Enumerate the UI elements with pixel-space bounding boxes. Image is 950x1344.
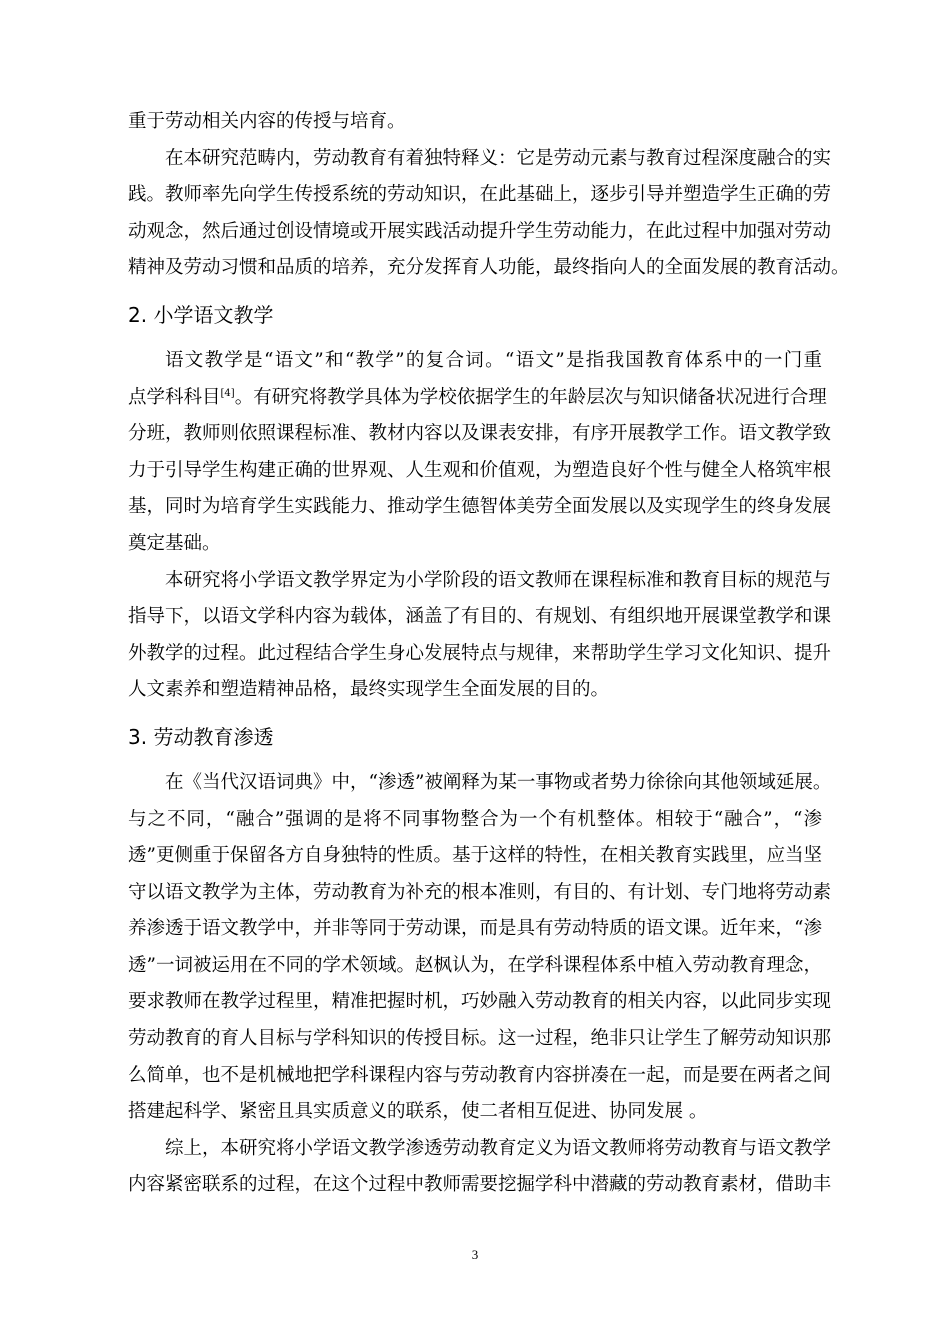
text-line: 透”更侧重于保留各方自身独特的性质。基于这样的特性，在相关教育实践里，应当坚 — [128, 845, 822, 867]
document-body — [128, 104, 850, 1204]
text-line: 么简单，也不是机械地把学科课程内容与劳动教育内容拼凑在一起，而是要在两者之间 — [128, 1064, 832, 1086]
text-span: 点学科科目 — [128, 386, 221, 408]
section-heading-3: 3. 劳动教育渗透 — [128, 724, 274, 749]
text-line: 透”一词被运用在不同的学术领域。赵枫认为，在学科课程体系中植入劳动教育理念， — [128, 954, 822, 976]
text-line: 内容紧密联系的过程，在这个过程中教师需要挖掘学科中潜藏的劳动教育素材，借助丰 — [128, 1174, 832, 1196]
paragraph-2 — [128, 141, 850, 287]
text-line: 在本研究范畴内，劳动教育有着独特释义：它是劳动元素与教育过程深度融合的实 — [165, 147, 832, 169]
paragraph-3 — [128, 343, 832, 563]
text-line: 人文素养和塑造精神品格，最终实现学生全面发展的目的。 — [128, 679, 610, 701]
text-line: 搭建起科学、紧密且具实质意义的联系，使二者相互促进、协同发展 。 — [128, 1101, 708, 1123]
section-heading-2: 2. 小学语文教学 — [128, 302, 274, 327]
text-line — [128, 380, 827, 417]
text-line: 养渗透于语文教学中，并非等同于劳动课，而是具有劳动特质的语文课。近年来，“渗 — [128, 918, 822, 940]
text-line: 指导下，以语文学科内容为载体，涵盖了有目的、有规划、有组织地开展课堂教学和课 — [128, 606, 832, 628]
text-line: 综上，本研究将小学语文教学渗透劳动教育定义为语文教师将劳动教育与语文教学 — [165, 1137, 832, 1159]
paragraph-4 — [128, 563, 832, 709]
text-line: 外教学的过程。此过程结合学生身心发展特点与规律，来帮助学生学习文化知识、提升 — [128, 642, 832, 664]
text-line: 要求教师在教学过程里，精准把握时机，巧妙融入劳动教育的相关内容，以此同步实现 — [128, 991, 832, 1013]
text-line: 力于引导学生构建正确的世界观、人生观和价值观，为塑造良好个性与健全人格筑牢根 — [128, 459, 832, 481]
paragraph-5 — [128, 765, 832, 1131]
text-line: 精神及劳动习惯和品质的培养，充分发挥育人功能，最终指向人的全面发展的教育活动。 — [128, 257, 850, 279]
text-line: 语文教学是“语文”和“教学”的复合词。“语文”是指我国教育体系中的一门重 — [165, 349, 822, 371]
page-number: 3 — [471, 1247, 479, 1262]
text-line: 奠定基础。 — [128, 532, 221, 554]
text-line: 本研究将小学语文教学界定为小学阶段的语文教师在课程标准和教育目标的规范与 — [165, 569, 832, 591]
text-line: 与之不同，“融合”强调的是将不同事物整合为一个有机整体。相较于“融合”，“渗 — [128, 808, 822, 830]
text-line: 动观念，然后通过创设情境或开展实践活动提升学生劳动能力，在此过程中加强对劳动 — [128, 220, 832, 242]
text-line: 分班，教师则依照课程标准、教材内容以及课表安排，有序开展教学工作。语文教学致 — [128, 423, 832, 445]
text-line: 在《当代汉语词典》中，“渗透”被阐释为某一事物或者势力徐徐向其他领域延展。 — [165, 771, 832, 793]
text-line: 重于劳动相关内容的传授与培育。 — [128, 111, 406, 132]
paragraph-1 — [128, 104, 822, 141]
citation-ref: [4] — [220, 387, 235, 399]
text-span: 。有研究将教学具体为学校依据学生的年龄层次与知识储备状况进行合理 — [234, 386, 827, 408]
paragraph-6 — [128, 1131, 832, 1204]
text-line: 守以语文教学为主体，劳动教育为补充的根本准则，有目的、有计划、专门地将劳动素 — [128, 881, 832, 903]
text-line: 劳动教育的育人目标与学科知识的传授目标。这一过程，绝非只让学生了解劳动知识那 — [128, 1028, 832, 1050]
text-line: 践。教师率先向学生传授系统的劳动知识，在此基础上，逐步引导并塑造学生正确的劳 — [128, 184, 832, 206]
text-line: 基，同时为培育学生实践能力、推动学生德智体美劳全面发展以及实现学生的终身发展 — [128, 496, 832, 518]
